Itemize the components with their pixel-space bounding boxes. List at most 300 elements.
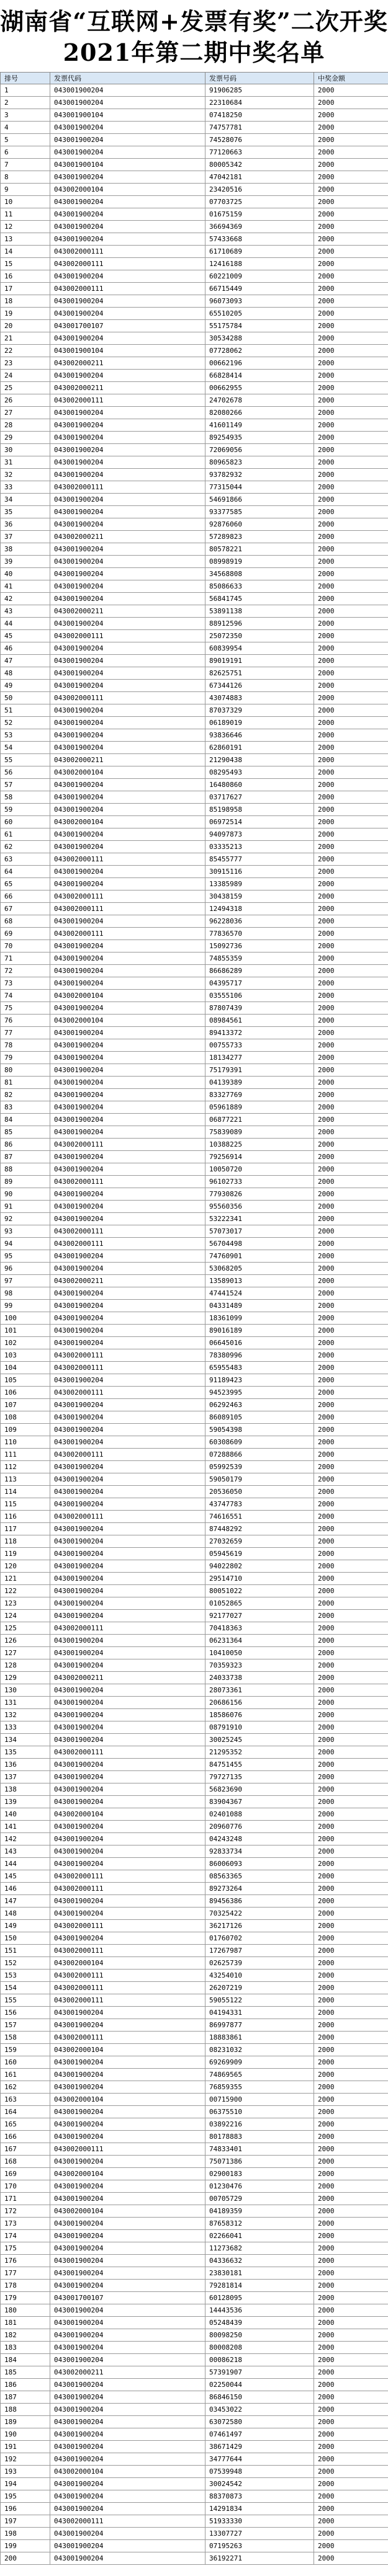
invoice-number: 57073017 bbox=[205, 1225, 314, 1238]
invoice-code: 043001900204 bbox=[50, 1858, 205, 1870]
invoice-number: 36217126 bbox=[205, 1920, 314, 1932]
prize-amount: 2000 bbox=[314, 1213, 388, 1225]
invoice-code: 043001900204 bbox=[50, 1201, 205, 1213]
table-row bbox=[1, 419, 388, 432]
invoice-code: 043002000111 bbox=[50, 1362, 205, 1374]
prize-amount: 2000 bbox=[314, 1362, 388, 1374]
table-row bbox=[1, 246, 388, 258]
invoice-number: 05248439 bbox=[205, 2317, 314, 2329]
row-index: 3 bbox=[1, 109, 50, 122]
prize-amount: 2000 bbox=[314, 1883, 388, 1895]
prize-amount: 2000 bbox=[314, 1957, 388, 1970]
prize-amount: 2000 bbox=[314, 2391, 388, 2404]
invoice-number: 74760901 bbox=[205, 1250, 314, 1263]
table-row bbox=[1, 1089, 388, 1101]
invoice-number: 08563365 bbox=[205, 1870, 314, 1883]
invoice-code: 043001900204 bbox=[50, 1027, 205, 1039]
row-index: 197 bbox=[1, 2515, 50, 2528]
table-row bbox=[1, 1213, 388, 1225]
invoice-number: 94022802 bbox=[205, 1560, 314, 1573]
table-row bbox=[1, 2552, 388, 2565]
table-row bbox=[1, 618, 388, 630]
invoice-code: 043001900204 bbox=[50, 2280, 205, 2292]
table-header bbox=[1, 73, 388, 84]
invoice-code: 043001900204 bbox=[50, 122, 205, 134]
invoice-number: 96073093 bbox=[205, 295, 314, 308]
row-index: 104 bbox=[1, 1362, 50, 1374]
invoice-number: 34568808 bbox=[205, 568, 314, 580]
invoice-code: 043002000104 bbox=[50, 184, 205, 196]
invoice-number: 04243248 bbox=[205, 1833, 314, 1845]
invoice-number: 74833401 bbox=[205, 2143, 314, 2156]
invoice-code: 043001900204 bbox=[50, 2490, 205, 2503]
invoice-number: 18586076 bbox=[205, 1709, 314, 1721]
invoice-number: 92833734 bbox=[205, 1845, 314, 1858]
prize-amount: 2000 bbox=[314, 2193, 388, 2205]
invoice-code: 043001900204 bbox=[50, 1597, 205, 1610]
prize-amount: 2000 bbox=[314, 2044, 388, 2056]
invoice-code: 043001900204 bbox=[50, 469, 205, 481]
table-row bbox=[1, 97, 388, 109]
row-index: 174 bbox=[1, 2230, 50, 2242]
row-index: 94 bbox=[1, 1238, 50, 1250]
table-row bbox=[1, 233, 388, 246]
invoice-number: 86006093 bbox=[205, 1858, 314, 1870]
row-index: 102 bbox=[1, 1337, 50, 1349]
invoice-number: 34777644 bbox=[205, 2453, 314, 2466]
table-row bbox=[1, 171, 388, 184]
prize-amount: 2000 bbox=[314, 1473, 388, 1486]
invoice-number: 61710689 bbox=[205, 246, 314, 258]
invoice-number: 07418250 bbox=[205, 109, 314, 122]
row-index: 6 bbox=[1, 146, 50, 159]
invoice-code: 043001900204 bbox=[50, 1052, 205, 1064]
invoice-number: 30024542 bbox=[205, 2478, 314, 2490]
invoice-number: 05945619 bbox=[205, 1548, 314, 1560]
table-row bbox=[1, 1796, 388, 1808]
invoice-number: 59055122 bbox=[205, 1994, 314, 2007]
invoice-number: 77315044 bbox=[205, 481, 314, 494]
table-row bbox=[1, 2168, 388, 2180]
row-index: 185 bbox=[1, 2366, 50, 2379]
table-row bbox=[1, 568, 388, 580]
invoice-code: 043001900204 bbox=[50, 642, 205, 655]
invoice-number: 13589013 bbox=[205, 1275, 314, 1287]
invoice-number: 11273682 bbox=[205, 2242, 314, 2255]
invoice-code: 043002000104 bbox=[50, 2466, 205, 2478]
table-row bbox=[1, 1052, 388, 1064]
table-row bbox=[1, 2404, 388, 2416]
row-index: 146 bbox=[1, 1883, 50, 1895]
table-row bbox=[1, 2180, 388, 2193]
prize-amount: 2000 bbox=[314, 1523, 388, 1535]
row-index: 143 bbox=[1, 1845, 50, 1858]
table-row bbox=[1, 2280, 388, 2292]
prize-amount: 2000 bbox=[314, 791, 388, 804]
prize-amount: 2000 bbox=[314, 605, 388, 618]
row-index: 122 bbox=[1, 1585, 50, 1597]
invoice-code: 043001900204 bbox=[50, 1101, 205, 1114]
row-index: 18 bbox=[1, 295, 50, 308]
invoice-code: 043001900204 bbox=[50, 2329, 205, 2342]
invoice-code: 043002000211 bbox=[50, 531, 205, 543]
invoice-code: 043001900204 bbox=[50, 2056, 205, 2069]
invoice-code: 043002000111 bbox=[50, 630, 205, 642]
invoice-code: 043001900204 bbox=[50, 1002, 205, 1015]
row-index: 142 bbox=[1, 1833, 50, 1845]
prize-amount: 2000 bbox=[314, 1436, 388, 1449]
prize-amount: 2000 bbox=[314, 2180, 388, 2193]
table-row bbox=[1, 481, 388, 494]
invoice-number: 10050720 bbox=[205, 1163, 314, 1176]
prize-amount: 2000 bbox=[314, 97, 388, 109]
row-index: 163 bbox=[1, 2094, 50, 2106]
table-row bbox=[1, 2081, 388, 2094]
prize-amount: 2000 bbox=[314, 1535, 388, 1548]
invoice-code: 043001900204 bbox=[50, 1114, 205, 1126]
row-index: 156 bbox=[1, 2007, 50, 2019]
table-row bbox=[1, 357, 388, 370]
invoice-code: 043001900204 bbox=[50, 965, 205, 977]
prize-amount: 2000 bbox=[314, 1597, 388, 1610]
prize-amount: 2000 bbox=[314, 866, 388, 878]
row-index: 141 bbox=[1, 1821, 50, 1833]
table-row bbox=[1, 2540, 388, 2552]
invoice-code: 043001900204 bbox=[50, 1573, 205, 1585]
invoice-code: 043002000211 bbox=[50, 754, 205, 766]
prize-amount: 2000 bbox=[314, 1684, 388, 1697]
winners-table bbox=[0, 72, 388, 2565]
row-index: 85 bbox=[1, 1126, 50, 1139]
invoice-code: 043002000104 bbox=[50, 766, 205, 779]
prize-amount: 2000 bbox=[314, 357, 388, 370]
prize-amount: 2000 bbox=[314, 1039, 388, 1052]
row-index: 101 bbox=[1, 1325, 50, 1337]
invoice-number: 03453022 bbox=[205, 2404, 314, 2416]
table-row bbox=[1, 890, 388, 903]
invoice-number: 03335213 bbox=[205, 841, 314, 853]
row-index: 11 bbox=[1, 208, 50, 221]
invoice-number: 02266041 bbox=[205, 2230, 314, 2242]
invoice-code: 043002000111 bbox=[50, 1449, 205, 1461]
prize-amount: 2000 bbox=[314, 2515, 388, 2528]
invoice-number: 80178883 bbox=[205, 2131, 314, 2143]
prize-amount: 2000 bbox=[314, 642, 388, 655]
row-index: 152 bbox=[1, 1957, 50, 1970]
table-row bbox=[1, 1312, 388, 1325]
table-row bbox=[1, 1845, 388, 1858]
prize-amount: 2000 bbox=[314, 1325, 388, 1337]
row-index: 177 bbox=[1, 2267, 50, 2280]
row-index: 19 bbox=[1, 308, 50, 320]
table-row bbox=[1, 109, 388, 122]
row-index: 161 bbox=[1, 2069, 50, 2081]
row-index: 169 bbox=[1, 2168, 50, 2180]
table-row bbox=[1, 965, 388, 977]
invoice-number: 25072350 bbox=[205, 630, 314, 642]
prize-amount: 2000 bbox=[314, 1659, 388, 1672]
invoice-code: 043002000111 bbox=[50, 1511, 205, 1523]
row-index: 107 bbox=[1, 1399, 50, 1411]
row-index: 28 bbox=[1, 419, 50, 432]
table-row bbox=[1, 1176, 388, 1188]
row-index: 188 bbox=[1, 2404, 50, 2416]
invoice-number: 18134277 bbox=[205, 1052, 314, 1064]
prize-amount: 2000 bbox=[314, 1077, 388, 1089]
table-row bbox=[1, 1895, 388, 1908]
invoice-code: 043002000111 bbox=[50, 1970, 205, 1982]
prize-amount: 2000 bbox=[314, 1548, 388, 1560]
row-index: 4 bbox=[1, 122, 50, 134]
header-invoice-number: 发票号码 bbox=[205, 73, 314, 84]
invoice-code: 043002000111 bbox=[50, 1945, 205, 1957]
prize-amount: 2000 bbox=[314, 506, 388, 518]
invoice-number: 06375510 bbox=[205, 2106, 314, 2118]
table-row bbox=[1, 791, 388, 804]
invoice-number: 06231364 bbox=[205, 1635, 314, 1647]
row-index: 72 bbox=[1, 965, 50, 977]
table-row bbox=[1, 816, 388, 828]
invoice-code: 043001900204 bbox=[50, 791, 205, 804]
invoice-code: 043001900204 bbox=[50, 1796, 205, 1808]
invoice-number: 29514710 bbox=[205, 1573, 314, 1585]
table-row bbox=[1, 667, 388, 680]
table-row bbox=[1, 1858, 388, 1870]
invoice-code: 043001900204 bbox=[50, 2131, 205, 2143]
table-row bbox=[1, 1275, 388, 1287]
invoice-number: 79256914 bbox=[205, 1151, 314, 1163]
invoice-code: 043001900204 bbox=[50, 556, 205, 568]
invoice-code: 043002000211 bbox=[50, 2366, 205, 2379]
row-index: 166 bbox=[1, 2131, 50, 2143]
row-index: 51 bbox=[1, 704, 50, 717]
row-index: 179 bbox=[1, 2292, 50, 2304]
prize-amount: 2000 bbox=[314, 1015, 388, 1027]
prize-amount: 2000 bbox=[314, 1498, 388, 1511]
prize-amount: 2000 bbox=[314, 2081, 388, 2094]
row-index: 17 bbox=[1, 283, 50, 295]
row-index: 154 bbox=[1, 1982, 50, 1994]
invoice-number: 10388225 bbox=[205, 1139, 314, 1151]
table-row bbox=[1, 1697, 388, 1709]
invoice-number: 72069056 bbox=[205, 444, 314, 456]
invoice-number: 92876060 bbox=[205, 518, 314, 531]
row-index: 62 bbox=[1, 841, 50, 853]
invoice-code: 043001900204 bbox=[50, 593, 205, 605]
invoice-number: 00705729 bbox=[205, 2193, 314, 2205]
invoice-code: 043002000111 bbox=[50, 1870, 205, 1883]
invoice-code: 043001900204 bbox=[50, 878, 205, 890]
invoice-number: 06189019 bbox=[205, 717, 314, 729]
row-index: 54 bbox=[1, 742, 50, 754]
invoice-code: 043001900204 bbox=[50, 1771, 205, 1783]
invoice-code: 043001900204 bbox=[50, 1461, 205, 1473]
prize-amount: 2000 bbox=[314, 2069, 388, 2081]
prize-amount: 2000 bbox=[314, 2404, 388, 2416]
invoice-code: 043001900204 bbox=[50, 655, 205, 667]
table-row bbox=[1, 2366, 388, 2379]
invoice-code: 043001900204 bbox=[50, 1635, 205, 1647]
invoice-code: 043001900204 bbox=[50, 2379, 205, 2391]
row-index: 99 bbox=[1, 1300, 50, 1312]
prize-amount: 2000 bbox=[314, 1064, 388, 1077]
table-row bbox=[1, 828, 388, 841]
prize-amount: 2000 bbox=[314, 618, 388, 630]
table-row bbox=[1, 270, 388, 283]
row-index: 181 bbox=[1, 2317, 50, 2329]
invoice-code: 043001900204 bbox=[50, 1821, 205, 1833]
table-row bbox=[1, 1721, 388, 1734]
prize-amount: 2000 bbox=[314, 1374, 388, 1387]
row-index: 80 bbox=[1, 1064, 50, 1077]
invoice-code: 043002000111 bbox=[50, 853, 205, 866]
row-index: 45 bbox=[1, 630, 50, 642]
prize-amount: 2000 bbox=[314, 2329, 388, 2342]
table-row bbox=[1, 1883, 388, 1895]
invoice-number: 03717627 bbox=[205, 791, 314, 804]
table-row bbox=[1, 1188, 388, 1201]
table-row bbox=[1, 1535, 388, 1548]
table-row bbox=[1, 456, 388, 469]
invoice-code: 043002000104 bbox=[50, 2205, 205, 2218]
prize-amount: 2000 bbox=[314, 1387, 388, 1399]
row-index: 2 bbox=[1, 97, 50, 109]
prize-amount: 2000 bbox=[314, 2453, 388, 2466]
table-row bbox=[1, 990, 388, 1002]
invoice-code: 043001900204 bbox=[50, 196, 205, 208]
prize-amount: 2000 bbox=[314, 2292, 388, 2304]
invoice-number: 89456386 bbox=[205, 1895, 314, 1908]
invoice-number: 10410050 bbox=[205, 1647, 314, 1659]
invoice-number: 91906285 bbox=[205, 84, 314, 97]
invoice-code: 043001900204 bbox=[50, 1908, 205, 1920]
row-index: 92 bbox=[1, 1213, 50, 1225]
table-row bbox=[1, 593, 388, 605]
invoice-code: 043002000111 bbox=[50, 1387, 205, 1399]
row-index: 24 bbox=[1, 370, 50, 382]
invoice-code: 043002000104 bbox=[50, 2094, 205, 2106]
table-row bbox=[1, 1622, 388, 1635]
row-index: 117 bbox=[1, 1523, 50, 1535]
table-row bbox=[1, 1970, 388, 1982]
prize-amount: 2000 bbox=[314, 1622, 388, 1635]
row-index: 100 bbox=[1, 1312, 50, 1325]
table-row bbox=[1, 2007, 388, 2019]
row-index: 172 bbox=[1, 2205, 50, 2218]
row-index: 139 bbox=[1, 1796, 50, 1808]
prize-amount: 2000 bbox=[314, 1411, 388, 1424]
row-index: 44 bbox=[1, 618, 50, 630]
invoice-number: 89254935 bbox=[205, 432, 314, 444]
prize-amount: 2000 bbox=[314, 1052, 388, 1064]
row-index: 127 bbox=[1, 1647, 50, 1659]
invoice-number: 20686156 bbox=[205, 1697, 314, 1709]
invoice-number: 60221009 bbox=[205, 270, 314, 283]
row-index: 112 bbox=[1, 1461, 50, 1473]
row-index: 129 bbox=[1, 1672, 50, 1684]
table-row bbox=[1, 2441, 388, 2453]
row-index: 96 bbox=[1, 1263, 50, 1275]
invoice-number: 69269909 bbox=[205, 2056, 314, 2069]
row-index: 52 bbox=[1, 717, 50, 729]
invoice-number: 56823690 bbox=[205, 1783, 314, 1796]
invoice-code: 043001900204 bbox=[50, 308, 205, 320]
prize-amount: 2000 bbox=[314, 2168, 388, 2180]
table-row bbox=[1, 1374, 388, 1387]
invoice-number: 27032659 bbox=[205, 1535, 314, 1548]
invoice-code: 043001900204 bbox=[50, 841, 205, 853]
table-row bbox=[1, 2453, 388, 2466]
table-row bbox=[1, 1498, 388, 1511]
invoice-code: 043002000111 bbox=[50, 394, 205, 407]
invoice-code: 043001900204 bbox=[50, 940, 205, 953]
invoice-number: 80051022 bbox=[205, 1585, 314, 1597]
row-index: 27 bbox=[1, 407, 50, 419]
row-index: 149 bbox=[1, 1920, 50, 1932]
prize-amount: 2000 bbox=[314, 2416, 388, 2428]
table-row bbox=[1, 2205, 388, 2218]
table-row bbox=[1, 2391, 388, 2404]
invoice-number: 80005342 bbox=[205, 159, 314, 171]
row-index: 119 bbox=[1, 1548, 50, 1560]
prize-amount: 2000 bbox=[314, 1139, 388, 1151]
row-index: 20 bbox=[1, 320, 50, 332]
prize-amount: 2000 bbox=[314, 2354, 388, 2366]
row-index: 147 bbox=[1, 1895, 50, 1908]
row-index: 64 bbox=[1, 866, 50, 878]
row-index: 118 bbox=[1, 1535, 50, 1548]
prize-amount: 2000 bbox=[314, 283, 388, 295]
invoice-code: 043002000111 bbox=[50, 692, 205, 704]
table-row bbox=[1, 84, 388, 97]
invoice-code: 043001700107 bbox=[50, 2292, 205, 2304]
invoice-code: 043001900204 bbox=[50, 370, 205, 382]
row-index: 159 bbox=[1, 2044, 50, 2056]
table-row bbox=[1, 630, 388, 642]
row-index: 87 bbox=[1, 1151, 50, 1163]
invoice-number: 60308609 bbox=[205, 1436, 314, 1449]
row-index: 88 bbox=[1, 1163, 50, 1176]
invoice-code: 043001900204 bbox=[50, 2428, 205, 2441]
prize-amount: 2000 bbox=[314, 754, 388, 766]
prize-amount: 2000 bbox=[314, 1486, 388, 1498]
row-index: 90 bbox=[1, 1188, 50, 1201]
table-row bbox=[1, 2044, 388, 2056]
table-row bbox=[1, 2354, 388, 2366]
invoice-code: 043001900204 bbox=[50, 2416, 205, 2428]
prize-amount: 2000 bbox=[314, 419, 388, 432]
invoice-number: 30534288 bbox=[205, 332, 314, 345]
invoice-number: 00715900 bbox=[205, 2094, 314, 2106]
invoice-code: 043001900204 bbox=[50, 2118, 205, 2131]
invoice-code: 043001900204 bbox=[50, 779, 205, 791]
table-row bbox=[1, 1349, 388, 1362]
invoice-code: 043001900204 bbox=[50, 2106, 205, 2118]
invoice-code: 043001900204 bbox=[50, 2242, 205, 2255]
table-row bbox=[1, 1597, 388, 1610]
prize-amount: 2000 bbox=[314, 2379, 388, 2391]
invoice-code: 043001900204 bbox=[50, 1287, 205, 1300]
invoice-code: 043001900204 bbox=[50, 1647, 205, 1659]
row-index: 59 bbox=[1, 804, 50, 816]
prize-amount: 2000 bbox=[314, 84, 388, 97]
table-row bbox=[1, 1659, 388, 1672]
invoice-code: 043001900204 bbox=[50, 419, 205, 432]
invoice-number: 17267987 bbox=[205, 1945, 314, 1957]
table-row bbox=[1, 1337, 388, 1349]
prize-amount: 2000 bbox=[314, 543, 388, 556]
prize-amount: 2000 bbox=[314, 1647, 388, 1659]
